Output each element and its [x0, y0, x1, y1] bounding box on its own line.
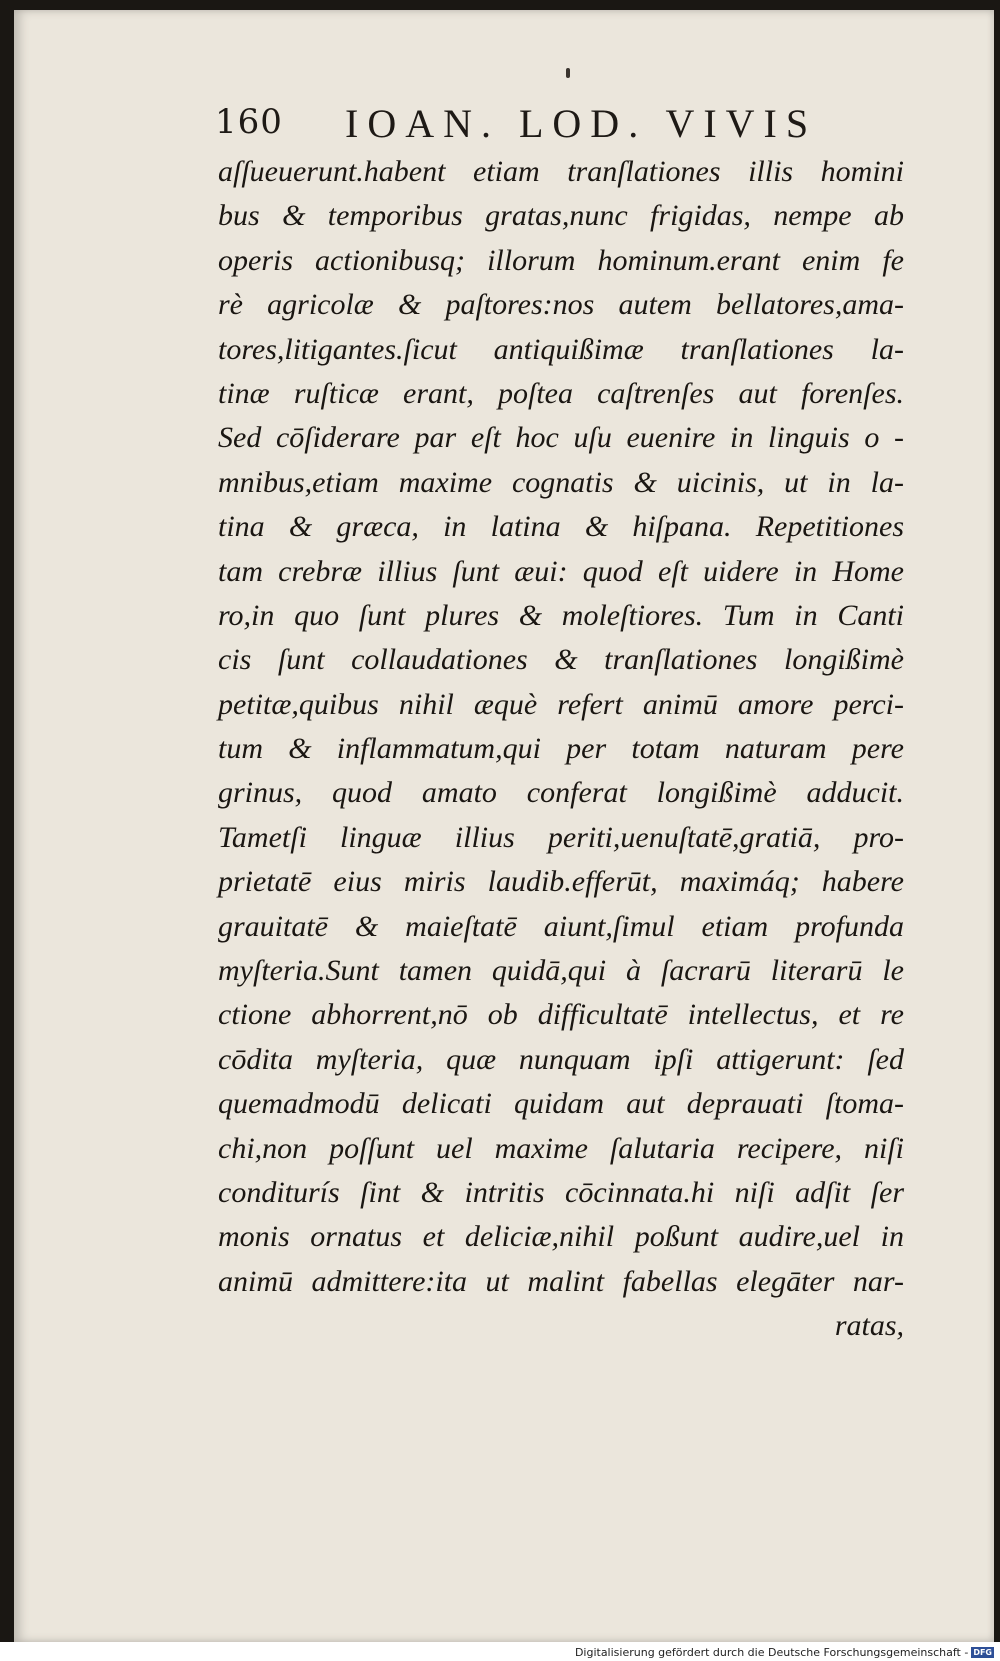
text-line: bus & temporibus gratas,nunc frigidas, nempe ab: [218, 199, 904, 233]
text-line: cōdita myſteria, quæ nunquam ipſi attigerunt: ſed: [218, 1042, 904, 1076]
text-line: Tametſi linguæ illius periti,uenuſtatē,gratiā, pro-: [218, 820, 904, 854]
text-line: tam crebræ illius ſunt æui: quod eſt uidere in Home: [218, 554, 904, 588]
text-line: tina & græca, in latina & hiſpana. Repetitiones: [218, 510, 904, 544]
body-text: [218, 150, 904, 1349]
text-line: tum & inflammatum,qui per totam naturam pere: [218, 732, 904, 766]
digitization-credit: [575, 1646, 994, 1659]
page-number: 160: [215, 102, 283, 142]
text-line: chi,non poſſunt uel maxime ſalutaria recipere, niſi: [218, 1131, 904, 1165]
text-line: ratas,: [834, 1309, 904, 1343]
text-line: myſteria.Sunt tamen quidā,qui à ſacrarū literarū le: [218, 954, 904, 988]
text-line: tinæ ruſticæ erant, poſtea caſtrenſes aut forenſes.: [218, 376, 904, 410]
text-line: monis ornatus et deliciæ,nihil poßunt audire,uel in: [218, 1220, 904, 1254]
running-title: IOAN. LOD. VIVIS: [345, 101, 818, 146]
text-line: tores,litigantes.ſicut antiquißimæ tranſlationes la-: [218, 332, 904, 366]
text-line: quemadmodū delicati quidam aut deprauati ſtoma-: [218, 1087, 904, 1121]
running-head: [215, 100, 835, 144]
text-line: prietatē eius miris laudib.efferūt, maximáq; habere: [218, 865, 904, 899]
text-line: rè agricolæ & paſtores:nos autem bellatores,ama-: [218, 288, 904, 322]
ink-mark: [566, 68, 570, 78]
text-line: aſſueuerunt.habent etiam tranſlationes illis homini: [218, 155, 904, 188]
text-line: ro,in quo ſunt plures & moleſtiores. Tum in Canti: [218, 598, 904, 632]
text-line: petitæ,quibus nihil æquè refert animū amore perci-: [218, 687, 904, 721]
text-line: grinus, quod amato conferat longißimè adducit.: [218, 776, 904, 810]
text-line: grauitatē & maieſtatē aiunt,ſimul etiam profunda: [218, 909, 904, 943]
text-line: Sed cōſiderare par eſt hoc uſu euenire in linguis o -: [218, 421, 904, 455]
text-line: cis ſunt collaudationes & tranſlationes longißimè: [218, 643, 904, 677]
text-line: mnibus,etiam maxime cognatis & uicinis, ut in la-: [218, 465, 904, 499]
text-line: operis actionibusq; illorum hominum.erant enim fe: [218, 243, 904, 277]
text-line: animū admittere:ita ut malint fabellas elegāter nar-: [218, 1264, 904, 1298]
dfg-logo-icon: DFG: [973, 1648, 992, 1657]
text-line: ctione abhorrent,nō ob difficultatē intellectus, et re: [218, 998, 904, 1032]
text-line: conditurís ſint & intritis cōcinnata.hi niſi adſit ſer: [218, 1175, 904, 1209]
credit-text: Digitalisierung gefördert durch die Deutsche Forschungsgemeinschaft -: [574, 1646, 969, 1659]
